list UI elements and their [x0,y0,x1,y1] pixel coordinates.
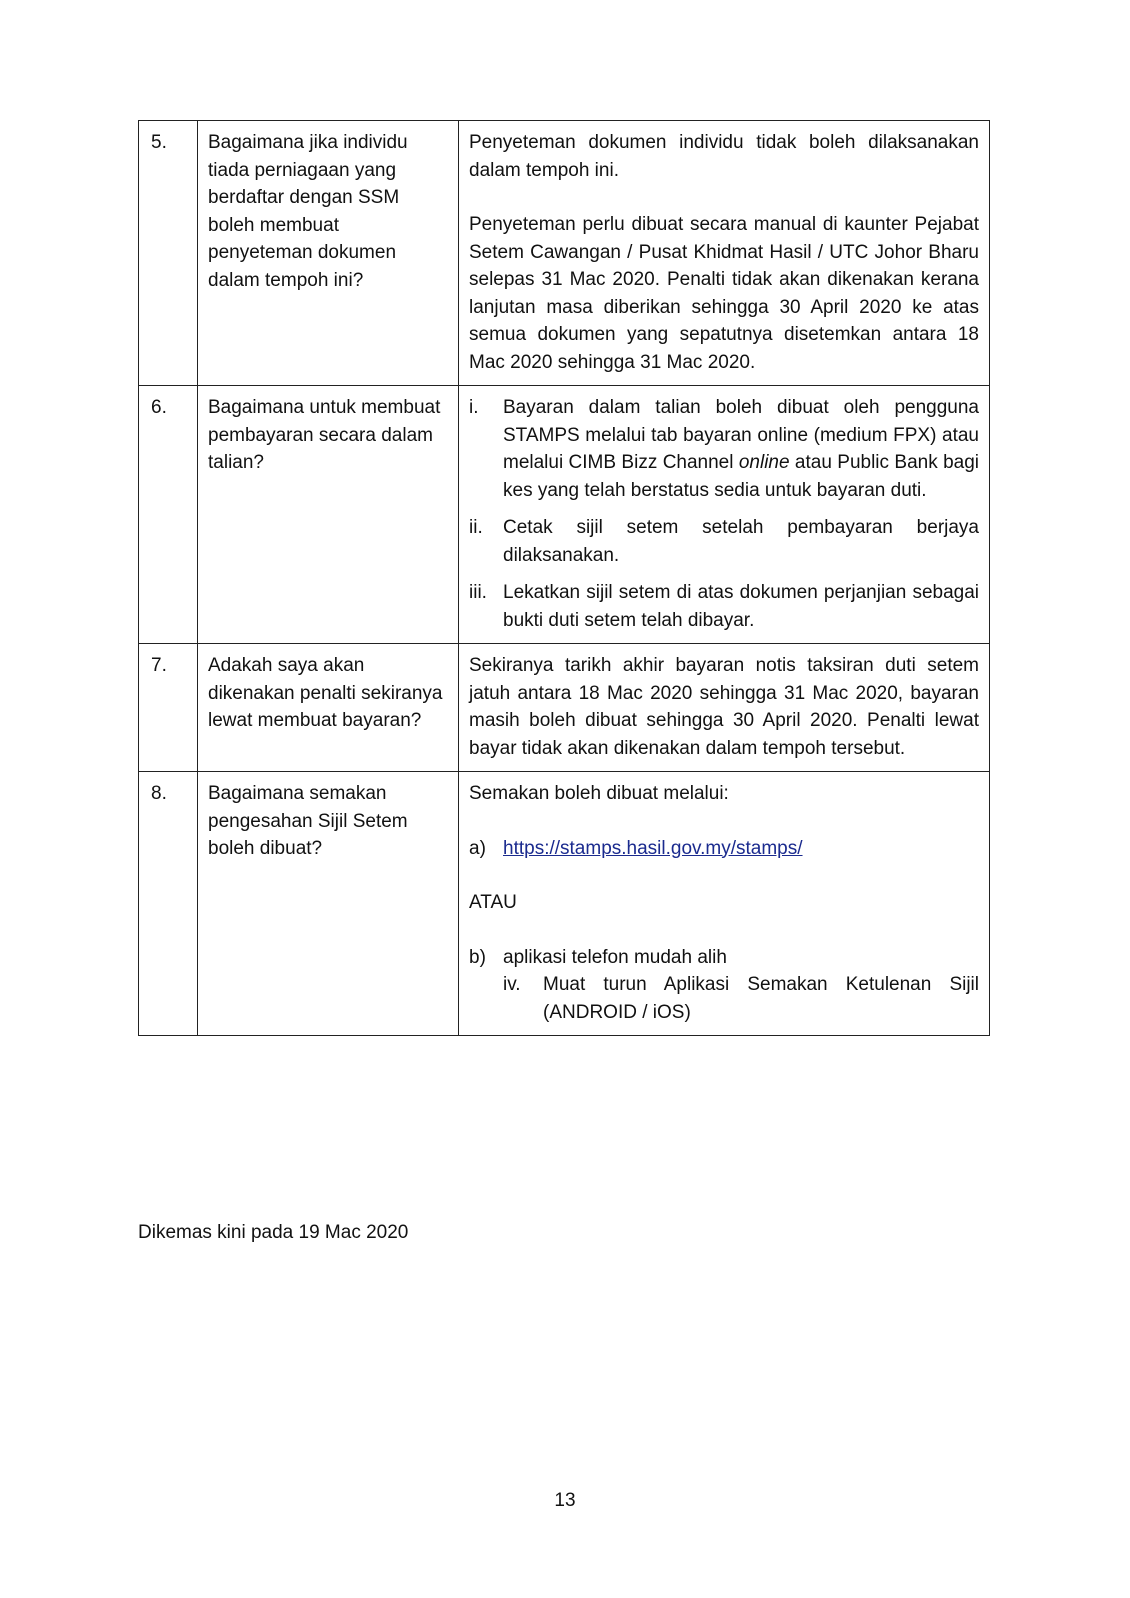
option-b-text: aplikasi telefon mudah alih [503,946,727,968]
list-item [469,394,979,504]
sub-item [469,971,979,1026]
question-cell: Bagaimana semakan pengesahan Sijil Setem boleh dibuat? [198,772,459,1036]
table-row [139,386,990,644]
option-marker: b) [469,946,486,968]
answer-paragraph: Penyeteman perlu dibuat secara manual di kaunter Pejabat Setem Cawangan / Pusat Khidmat Hasil / UTC Johor Bharu selepas 31 Mac 2020. Penalti tidak akan dikenakan kerana lanjutan masa diberikan sehingga 30 April 2020 ke atas semua dokumen yang sepatutnya disetemkan antara 18 Mac 2020 sehingga 31 Mac 2020. [469,214,979,373]
or-text: ATAU [469,892,517,913]
question-cell: Bagaimana untuk membuat pembayaran secara dalam talian? [198,386,459,644]
row-number: 7. [139,644,198,772]
answer-cell [459,386,990,644]
option-b [469,944,979,972]
list-item-text: Bayaran dalam talian boleh dibuat oleh pengguna STAMPS melalui tab bayaran online (medium FPX) atau melalui CIMB Bizz Channel online atau Public Bank bagi kes yang telah berstatus sedia untuk bayaran duti. [503,397,979,501]
list-marker: i. [469,397,479,418]
answer-paragraph: Penyeteman dokumen individu tidak boleh dilaksanakan dalam tempoh ini. [469,132,979,181]
answer-cell [459,121,990,386]
option-a [469,835,979,863]
list-item-text: Cetak sijil setem setelah pembayaran berjaya dilaksanakan. [503,517,979,566]
table-row [139,644,990,772]
row-number: 5. [139,121,198,386]
updated-note: Dikemas kini pada 19 Mac 2020 [138,1222,409,1243]
list-item-text: Lekatkan sijil setem di atas dokumen perjanjian sebagai bukti duti setem telah dibayar. [503,582,979,631]
answer-cell: Sekiranya tarikh akhir bayaran notis taksiran duti setem jatuh antara 18 Mac 2020 sehingga 31 Mac 2020, bayaran masih boleh dibuat sehingga 30 April 2020. Penalti lewat bayar tidak akan dikenakan dalam tempoh tersebut. [459,644,990,772]
list-item [469,514,979,569]
answer-intro: Semakan boleh dibuat melalui: [469,783,729,804]
sub-item-text: Muat turun Aplikasi Semakan Ketulenan Sijil (ANDROID / iOS) [543,974,979,1023]
answer-list [469,394,979,634]
option-marker: a) [469,837,486,859]
list-marker: ii. [469,517,483,538]
row-number: 6. [139,386,198,644]
sub-marker: iv. [503,974,521,995]
row-number: 8. [139,772,198,1036]
page-number: 13 [554,1490,576,1511]
table-row [139,121,990,386]
list-item [469,579,979,634]
question-cell: Bagaimana jika individu tiada perniagaan yang berdaftar dengan SSM boleh membuat penyeteman dokumen dalam tempoh ini? [198,121,459,386]
faq-table [138,120,990,1036]
list-marker: iii. [469,582,487,603]
table-row [139,772,990,1036]
answer-cell [459,772,990,1036]
stamps-link[interactable]: https://stamps.hasil.gov.my/stamps/ [503,837,803,859]
question-cell: Adakah saya akan dikenakan penalti sekiranya lewat membuat bayaran? [198,644,459,772]
